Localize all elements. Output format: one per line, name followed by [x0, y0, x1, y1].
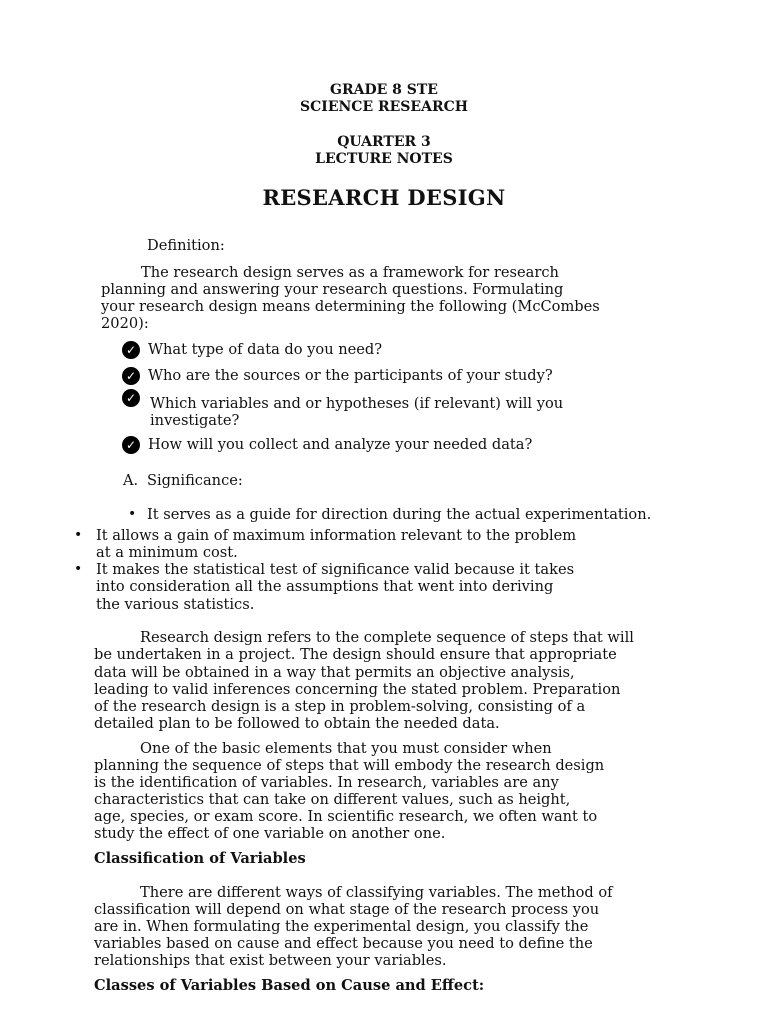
header-quarter: QUARTER 3 — [337, 134, 431, 150]
check-circle-icon: ✓ — [122, 389, 140, 407]
elements-para-line-5: age, species, or exam score. In scientific research, we often want to — [94, 808, 598, 825]
definition-line-1 — [101, 264, 668, 281]
significance-label: Significance: — [147, 472, 243, 489]
significance-bullet-1: It serves as a guide for direction during the actual experimentation. — [147, 506, 652, 523]
page-title: RESEARCH DESIGN — [262, 185, 506, 210]
definition-line-4: 2020): — [101, 315, 149, 332]
bullet-dot-icon: • — [74, 527, 83, 543]
checklist-item-label-cont: investigate? — [150, 412, 240, 429]
design-para-line-5: of the research design is a step in problem-solving, consisting of a — [94, 698, 586, 715]
design-para-line-2: be undertaken in a project. The design should ensure that appropriate — [94, 646, 617, 663]
checklist-item-label: Which variables and or hypotheses (if relevant) will you — [150, 395, 564, 412]
elements-para-text-1: One of the basic elements that you must consider when — [140, 740, 552, 757]
checklist-item-label: What type of data do you need? — [148, 341, 383, 358]
classification-line-3: are in. When formulating the experimental design, you classify the — [94, 918, 589, 935]
significance-marker: A. — [123, 472, 139, 489]
design-para-line-1 — [94, 629, 676, 646]
definition-label: Definition: — [147, 237, 225, 254]
header-grade: GRADE 8 STE — [330, 82, 438, 98]
check-circle-icon: ✓ — [122, 436, 140, 454]
classification-line-1 — [94, 884, 665, 901]
cause-effect-heading: Classes of Variables Based on Cause and Effect: — [94, 977, 485, 994]
check-circle-icon: ✓ — [122, 341, 140, 359]
design-para-line-6: detailed plan to be followed to obtain the needed data. — [94, 715, 500, 732]
elements-para-line-1 — [94, 740, 676, 757]
significance-bullet-3: It makes the statistical test of significance valid because it takes — [96, 561, 575, 578]
classification-line-2: classification will depend on what stage of the research process you — [94, 901, 600, 918]
significance-bullet-2-cont: at a minimum cost. — [96, 544, 238, 561]
definition-text-1: The research design serves as a framework for research — [141, 264, 559, 281]
bullet-dot-icon: • — [74, 561, 83, 577]
bullet-dot-icon: • — [128, 506, 137, 522]
definition-line-3: your research design means determining the following (McCombes — [101, 298, 600, 315]
checklist-item-label: How will you collect and analyze your needed data? — [148, 436, 533, 453]
header-notes: LECTURE NOTES — [315, 151, 453, 167]
elements-para-line-3: is the identification of variables. In research, variables are any — [94, 774, 559, 791]
definition-line-2: planning and answering your research questions. Formulating — [101, 281, 564, 298]
classification-line-4: variables based on cause and effect because you need to define the — [94, 935, 593, 952]
design-para-line-3: data will be obtained in a way that permits an objective analysis, — [94, 664, 575, 681]
elements-para-line-2: planning the sequence of steps that will embody the research design — [94, 757, 605, 774]
design-para-line-4: leading to valid inferences concerning the stated problem. Preparation — [94, 681, 621, 698]
classification-line-5: relationships that exist between your variables. — [94, 952, 447, 969]
design-para-text-1: Research design refers to the complete sequence of steps that will — [140, 629, 634, 646]
checklist-item-label: Who are the sources or the participants of your study? — [148, 367, 553, 384]
header-subject: SCIENCE RESEARCH — [300, 99, 468, 115]
check-circle-icon: ✓ — [122, 367, 140, 385]
significance-bullet-3-cont: the various statistics. — [96, 596, 255, 613]
elements-para-line-4: characteristics that can take on different values, such as height, — [94, 791, 571, 808]
elements-para-line-6: study the effect of one variable on another one. — [94, 825, 446, 842]
classification-text-1: There are different ways of classifying variables. The method of — [140, 884, 613, 901]
significance-bullet-3-cont: into consideration all the assumptions that went into deriving — [96, 578, 554, 595]
significance-bullet-2: It allows a gain of maximum information relevant to the problem — [96, 527, 577, 544]
classification-heading: Classification of Variables — [94, 850, 306, 867]
